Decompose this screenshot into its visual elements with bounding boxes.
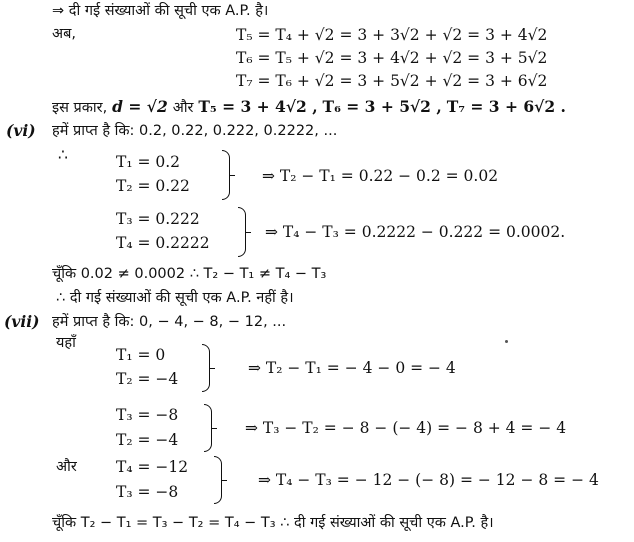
part-vi-label: (vi) (6, 121, 36, 140)
p6-not-ap: ∴ दी गई संख्याओं की सूची एक A.P. नहीं है। (56, 290, 294, 306)
p7-t3: T₃ = −8 (116, 406, 179, 424)
p7-t4: T₄ = −12 (116, 458, 189, 476)
brace (214, 456, 222, 504)
conclusion-and: और (172, 100, 194, 116)
therefore-symbol: ∴ (58, 146, 68, 164)
p7-t2: T₂ = −4 (116, 370, 179, 388)
stray-dot (505, 340, 508, 343)
p7-result-1: ⇒ T₂ − T₁ = − 4 − 0 = − 4 (248, 359, 456, 377)
conclusion-t5: T₅ = 3 + 4√2 , (198, 97, 318, 116)
p6-since: चूँकि 0.02 ≠ 0.0002 ∴ T₂ − T₁ ≠ T₄ − T₃ (52, 266, 327, 282)
p6-t2: T₂ = 0.22 (116, 177, 190, 195)
p6-result-2: ⇒ T₄ − T₃ = 0.2222 − 0.222 = 0.0002. (265, 223, 566, 241)
part-vii-intro: हमें प्राप्त है कि: 0, − 4, − 8, − 12, ... (52, 314, 287, 330)
p7-t3-repeat: T₃ = −8 (116, 483, 179, 501)
here-label: यहाँ (56, 335, 76, 351)
brace (222, 150, 230, 200)
ap-statement: ⇒ दी गई संख्याओं की सूची एक A.P. है। (52, 3, 269, 19)
p6-t4: T₄ = 0.2222 (116, 234, 210, 252)
brace (238, 207, 246, 257)
equation-t7: T₇ = T₆ + √2 = 3 + 5√2 + √2 = 3 + 6√2 (236, 72, 548, 90)
equation-t6: T₆ = T₅ + √2 = 3 + 4√2 + √2 = 3 + 5√2 (236, 49, 548, 67)
and-label: और (56, 459, 77, 475)
conclusion-line (52, 97, 566, 118)
now-label: अब, (52, 26, 76, 42)
part-vi-intro: हमें प्राप्त है कि: 0.2, 0.22, 0.222, 0.2222, ... (52, 123, 338, 139)
conclusion-prefix: इस प्रकार, (52, 100, 108, 116)
p6-t3: T₃ = 0.222 (116, 210, 200, 228)
conclusion-d: d = √2 (112, 97, 168, 116)
brace (204, 404, 212, 452)
p7-t2-repeat: T₂ = −4 (116, 431, 179, 449)
p6-result-1: ⇒ T₂ − T₁ = 0.22 − 0.2 = 0.02 (262, 167, 499, 185)
p6-t1: T₁ = 0.2 (116, 153, 181, 171)
part-vii-label: (vii) (4, 312, 40, 331)
p7-final: चूँकि T₂ − T₁ = T₃ − T₂ = T₄ − T₃ ∴ दी गई संख्याओं की सूची एक A.P. है। (52, 515, 494, 531)
brace (202, 344, 210, 392)
p7-result-2: ⇒ T₃ − T₂ = − 8 − (− 4) = − 8 + 4 = − 4 (245, 419, 567, 437)
p7-t1: T₁ = 0 (116, 346, 166, 364)
equation-t5: T₅ = T₄ + √2 = 3 + 3√2 + √2 = 3 + 4√2 (236, 26, 548, 44)
conclusion-t7: T₇ = 3 + 6√2 . (446, 97, 566, 116)
p7-result-3: ⇒ T₄ − T₃ = − 12 − (− 8) = − 12 − 8 = − 4 (258, 471, 599, 489)
conclusion-t6: T₆ = 3 + 5√2 , (322, 97, 442, 116)
